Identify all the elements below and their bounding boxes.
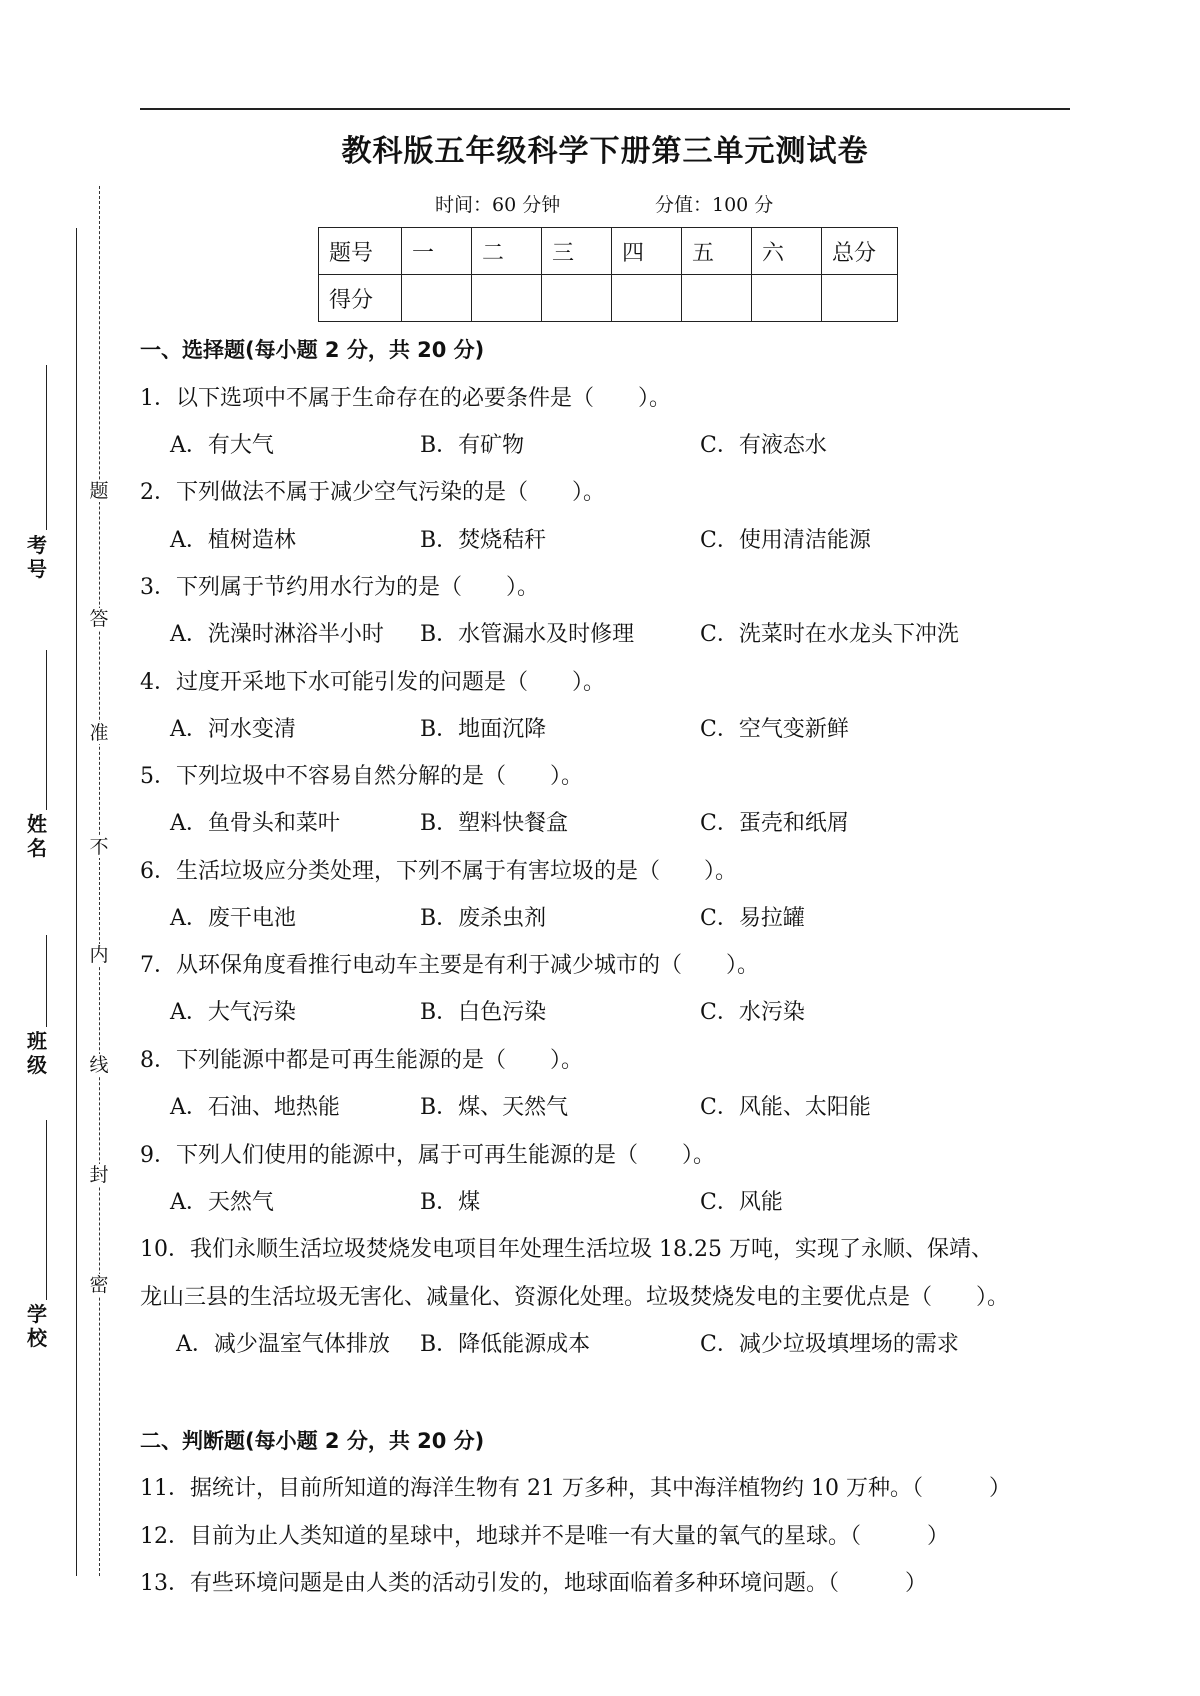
option-a[interactable]: A．废干电池	[170, 906, 296, 931]
option-b[interactable]: B．地面沉降	[420, 717, 547, 742]
score-cell[interactable]	[752, 275, 822, 322]
question-stem: 3．下列属于节约用水行为的是（ ）。	[140, 575, 539, 600]
question-stem: 10．我们永顺生活垃圾焚烧发电项目年处理生活垃圾 18.25 万吨，实现了永顺、保靖、	[140, 1237, 993, 1262]
option-c[interactable]: C．蛋壳和纸屑	[700, 811, 849, 836]
score-table	[318, 227, 898, 322]
seal-char: 不	[86, 836, 112, 858]
score-table-header-cell: 五	[682, 228, 752, 275]
seal-char: 题	[86, 480, 112, 502]
score-table-header-row	[319, 228, 898, 275]
question-stem: 2．下列做法不属于减少空气污染的是（ ）。	[140, 480, 605, 505]
option-b[interactable]: B．白色污染	[420, 1000, 547, 1025]
binding-dashed-line	[99, 186, 100, 1576]
score-cell[interactable]	[682, 275, 752, 322]
exam-number-blank[interactable]	[46, 365, 47, 530]
option-a[interactable]: A．大气污染	[170, 1000, 296, 1025]
option-b[interactable]: B．降低能源成本	[420, 1332, 591, 1357]
class-blank[interactable]	[46, 935, 47, 1027]
judgment-question: 13．有些环境问题是由人类的活动引发的，地球面临着多种环境问题。（ ）	[140, 1571, 927, 1596]
option-c[interactable]: C．风能	[700, 1190, 783, 1215]
option-a[interactable]: A．减少温室气体排放	[176, 1332, 390, 1357]
seal-char: 密	[86, 1274, 112, 1296]
judgment-question: 12．目前为止人类知道的星球中，地球并不是唯一有大量的氧气的星球。（ ）	[140, 1524, 949, 1549]
option-c[interactable]: C．减少垃圾填埋场的需求	[700, 1332, 959, 1357]
option-b[interactable]: B．塑料快餐盒	[420, 811, 569, 836]
seal-char: 准	[86, 722, 112, 744]
score-table-header-cell: 题号	[319, 228, 402, 275]
option-c[interactable]: C．有液态水	[700, 433, 827, 458]
option-c[interactable]: C．风能、太阳能	[700, 1095, 871, 1120]
class-label: 班级	[27, 1029, 47, 1077]
question-stem: 9．下列人们使用的能源中，属于可再生能源的是（ ）。	[140, 1143, 715, 1168]
seal-char: 内	[86, 944, 112, 966]
option-a[interactable]: A．洗澡时淋浴半小时	[170, 622, 384, 647]
option-c[interactable]: C．洗菜时在水龙头下冲洗	[700, 622, 959, 647]
option-c[interactable]: C．空气变新鲜	[700, 717, 849, 742]
option-a[interactable]: A．植树造林	[170, 528, 296, 553]
score-cell[interactable]	[612, 275, 682, 322]
option-a[interactable]: A．河水变清	[170, 717, 296, 742]
option-b[interactable]: B．有矿物	[420, 433, 525, 458]
score-cell[interactable]	[822, 275, 898, 322]
score-cell[interactable]	[472, 275, 542, 322]
binding-solid-line	[76, 228, 77, 1576]
question-stem: 8．下列能源中都是可再生能源的是（ ）。	[140, 1048, 583, 1073]
question-stem: 7．从环保角度看推行电动车主要是有利于减少城市的（ ）。	[140, 953, 759, 978]
judgment-question: 11．据统计，目前所知道的海洋生物有 21 万多种，其中海洋植物约 10 万种。（ ）	[140, 1476, 1011, 1501]
student-name-label: 姓名	[27, 812, 47, 860]
option-b[interactable]: B．煤、天然气	[420, 1095, 569, 1120]
option-b[interactable]: B．水管漏水及时修理	[420, 622, 635, 647]
option-b[interactable]: B．煤	[420, 1190, 481, 1215]
question-stem: 龙山三县的生活垃圾无害化、减量化、资源化处理。垃圾焚烧发电的主要优点是（ ）。	[140, 1285, 1010, 1310]
option-a[interactable]: A．天然气	[170, 1190, 274, 1215]
option-a[interactable]: A．石油、地热能	[170, 1095, 340, 1120]
question-stem: 4．过度开采地下水可能引发的问题是（ ）。	[140, 670, 605, 695]
option-b[interactable]: B．废杀虫剂	[420, 906, 547, 931]
section-title: 一、选择题(每小题 2 分，共 20 分)	[140, 338, 485, 362]
score-table-header-cell: 总分	[822, 228, 898, 275]
score-table-header-cell: 三	[542, 228, 612, 275]
option-c[interactable]: C．使用清洁能源	[700, 528, 871, 553]
seal-char: 答	[86, 608, 112, 630]
score-table-score-row	[319, 275, 898, 322]
score-table-header-cell: 二	[472, 228, 542, 275]
exam-number-label: 考号	[27, 533, 47, 581]
score-cell[interactable]	[402, 275, 472, 322]
question-stem: 6．生活垃圾应分类处理，下列不属于有害垃圾的是（ ）。	[140, 859, 737, 884]
section-title: 二、判断题(每小题 2 分，共 20 分)	[140, 1429, 485, 1453]
top-rule	[140, 108, 1070, 110]
student-name-blank[interactable]	[46, 650, 47, 810]
exam-time: 时间：60 分钟	[435, 194, 561, 216]
exam-score: 分值：100 分	[655, 194, 774, 216]
score-cell[interactable]	[542, 275, 612, 322]
school-blank[interactable]	[46, 1120, 47, 1300]
question-stem: 5．下列垃圾中不容易自然分解的是（ ）。	[140, 764, 583, 789]
seal-char: 封	[86, 1164, 112, 1186]
option-a[interactable]: A．鱼骨头和菜叶	[170, 811, 340, 836]
option-c[interactable]: C．水污染	[700, 1000, 805, 1025]
option-c[interactable]: C．易拉罐	[700, 906, 805, 931]
score-row-label: 得分	[319, 275, 402, 322]
question-stem: 1．以下选项中不属于生命存在的必要条件是（ ）。	[140, 386, 671, 411]
score-table-header-cell: 一	[402, 228, 472, 275]
seal-char: 线	[86, 1054, 112, 1076]
option-a[interactable]: A．有大气	[170, 433, 274, 458]
score-table-header-cell: 四	[612, 228, 682, 275]
score-table-header-cell: 六	[752, 228, 822, 275]
page-title: 教科版五年级科学下册第三单元测试卷	[341, 134, 869, 169]
option-b[interactable]: B．焚烧秸秆	[420, 528, 547, 553]
school-label: 学校	[27, 1302, 47, 1350]
